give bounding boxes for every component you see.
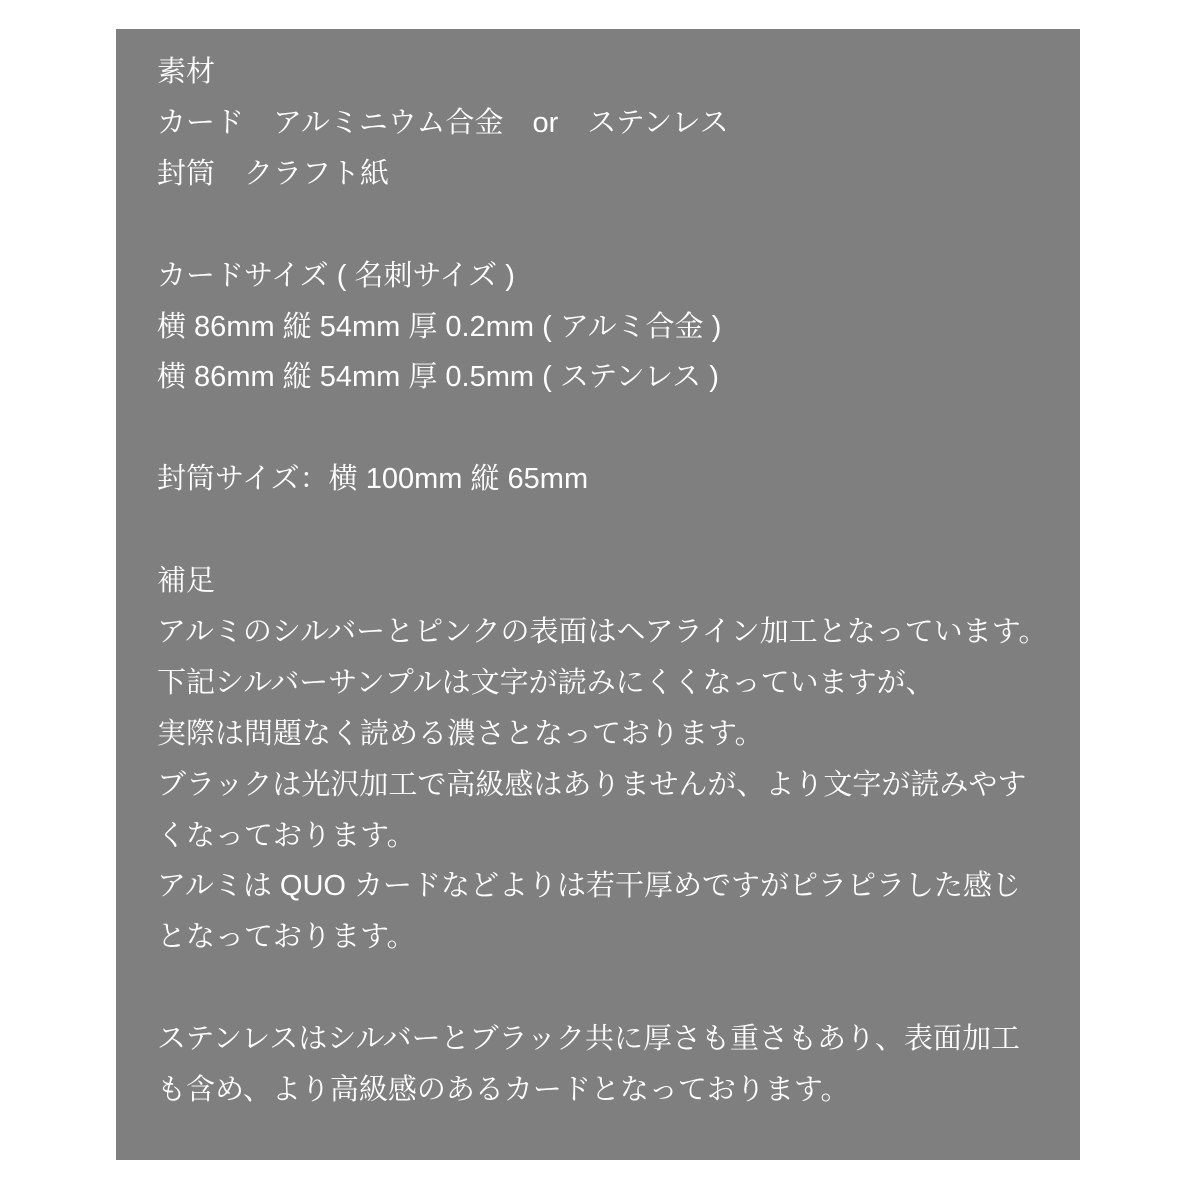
text-line: アルミのシルバーとピンクの表面はヘアライン加工となっています。 (157, 615, 1048, 648)
text-line: カードサイズ ( 名刺サイズ ) (157, 259, 515, 292)
section-material (157, 47, 1052, 200)
text-line: 素材 (157, 56, 216, 88)
text-line: くなっております。 (157, 819, 416, 852)
description-panel (116, 29, 1080, 1160)
text-line: となっております。 (157, 921, 416, 954)
text-line: アルミは QUO カードなどよりは若干厚めですがピラピラした感じ (157, 870, 1022, 903)
text-line: 横 86mm 縦 54mm 厚 0.5mm ( ステンレス ) (157, 361, 719, 394)
text-line: 実際は問題なく読める濃さとなっております。 (157, 717, 764, 750)
text-line: ブラックは光沢加工で高級感はありませんが、より文字が読みやす (157, 768, 1027, 801)
text-line: も含め、より高級感のあるカードとなっております。 (157, 1074, 850, 1107)
section-envelope-size (157, 454, 1052, 505)
text-line: 封筒サイズ：横 100mm 縦 65mm (157, 463, 589, 496)
text-line: ステンレスはシルバーとブラック共に厚さも重さもあり、表面加工 (157, 1023, 1021, 1056)
section-card-size (157, 251, 1052, 404)
text-line: カード アルミニウム合金 or ステンレス (157, 106, 729, 139)
section-stainless-note (157, 1014, 1052, 1116)
description-text (157, 47, 1052, 1116)
section-supplement (157, 556, 1052, 963)
text-line: 封筒 クラフト紙 (157, 157, 390, 190)
text-line: 横 86mm 縦 54mm 厚 0.2mm ( アルミ合金 ) (157, 310, 722, 343)
text-line: 補足 (157, 565, 216, 598)
text-line: 下記シルバーサンプルは文字が読みにくくなっていますが、 (157, 666, 935, 699)
